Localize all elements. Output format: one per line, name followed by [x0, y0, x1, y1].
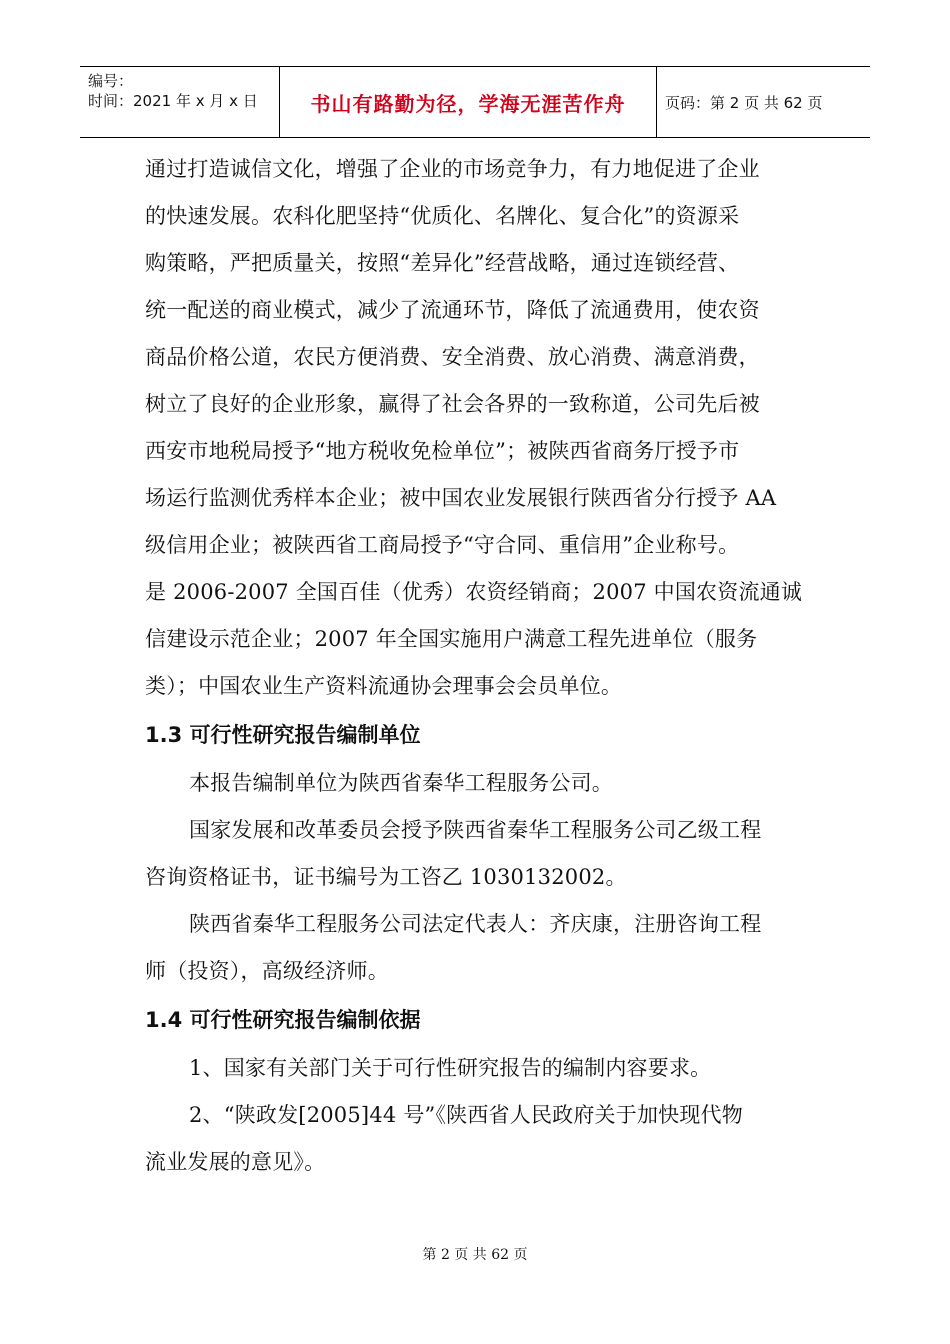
- section-1-3-paragraph: 陕西省秦华工程服务公司法定代表人：齐庆康，注册咨询工程: [189, 912, 762, 936]
- text-line: 统一配送的商业模式，减少了流通环节，降低了流通费用，使农资: [145, 298, 760, 322]
- basis-item: 流业发展的意见》。: [145, 1150, 326, 1174]
- time-label: 时间：2021 年 x 月 x 日: [88, 92, 258, 110]
- section-1-3-heading: 1.3 可行性研究报告编制单位: [145, 723, 421, 747]
- text-line: 是 2006-2007 全国百佳（优秀）农资经销商；2007 中国农资流通诚: [145, 580, 803, 604]
- section-1-3-paragraph: 国家发展和改革委员会授予陕西省秦华工程服务公司乙级工程: [189, 818, 762, 842]
- document-body: [145, 146, 805, 1186]
- number-label: 编号：: [88, 72, 134, 90]
- page-header: [80, 66, 870, 138]
- paragraph-company-credit: [145, 146, 805, 710]
- text-line: 购策略，严把质量关，按照“差异化”经营战略，通过连锁经营、: [145, 251, 740, 275]
- section-1-3-paragraph: 师（投资），高级经济师。: [145, 959, 389, 983]
- header-page-info: 页码：第 2 页 共 62 页: [665, 93, 823, 112]
- header-meta: [80, 67, 280, 137]
- section-1-3-paragraph: 咨询资格证书，证书编号为工咨乙 1030132002。: [145, 865, 627, 889]
- text-line: 商品价格公道，农民方便消费、安全消费、放心消费、满意消费，: [145, 345, 760, 369]
- text-line: 场运行监测优秀样本企业；被中国农业发展银行陕西省分行授予 AA: [145, 486, 777, 510]
- text-line: 通过打造诚信文化，增强了企业的市场竞争力，有力地促进了企业: [145, 157, 760, 181]
- text-line: 类）；中国农业生产资料流通协会理事会会员单位。: [145, 674, 623, 698]
- header-motto-cell: [280, 67, 657, 137]
- text-line: 级信用企业；被陕西省工商局授予“守合同、重信用”企业称号。: [145, 533, 740, 557]
- text-line: 信建设示范企业；2007 年全国实施用户满意工程先进单位（服务: [145, 627, 758, 651]
- text-line: 树立了良好的企业形象，赢得了社会各界的一致称道，公司先后被: [145, 392, 760, 416]
- page-footer: 第 2 页 共 62 页: [422, 1247, 528, 1263]
- basis-item: 2、“陕政发[2005]44 号”《陕西省人民政府关于加快现代物: [189, 1103, 743, 1127]
- header-motto: 书山有路勤为径，学海无涯苦作舟: [310, 91, 626, 116]
- text-line: 西安市地税局授予“地方税收免检单位”；被陕西省商务厅授予市: [145, 439, 740, 463]
- text-line: 的快速发展。农科化肥坚持“优质化、名牌化、复合化”的资源采: [145, 204, 740, 228]
- basis-item: 1、国家有关部门关于可行性研究报告的编制内容要求。: [189, 1056, 712, 1080]
- section-1-4-heading: 1.4 可行性研究报告编制依据: [145, 1008, 421, 1032]
- section-1-3-paragraph: 本报告编制单位为陕西省秦华工程服务公司。: [189, 771, 613, 795]
